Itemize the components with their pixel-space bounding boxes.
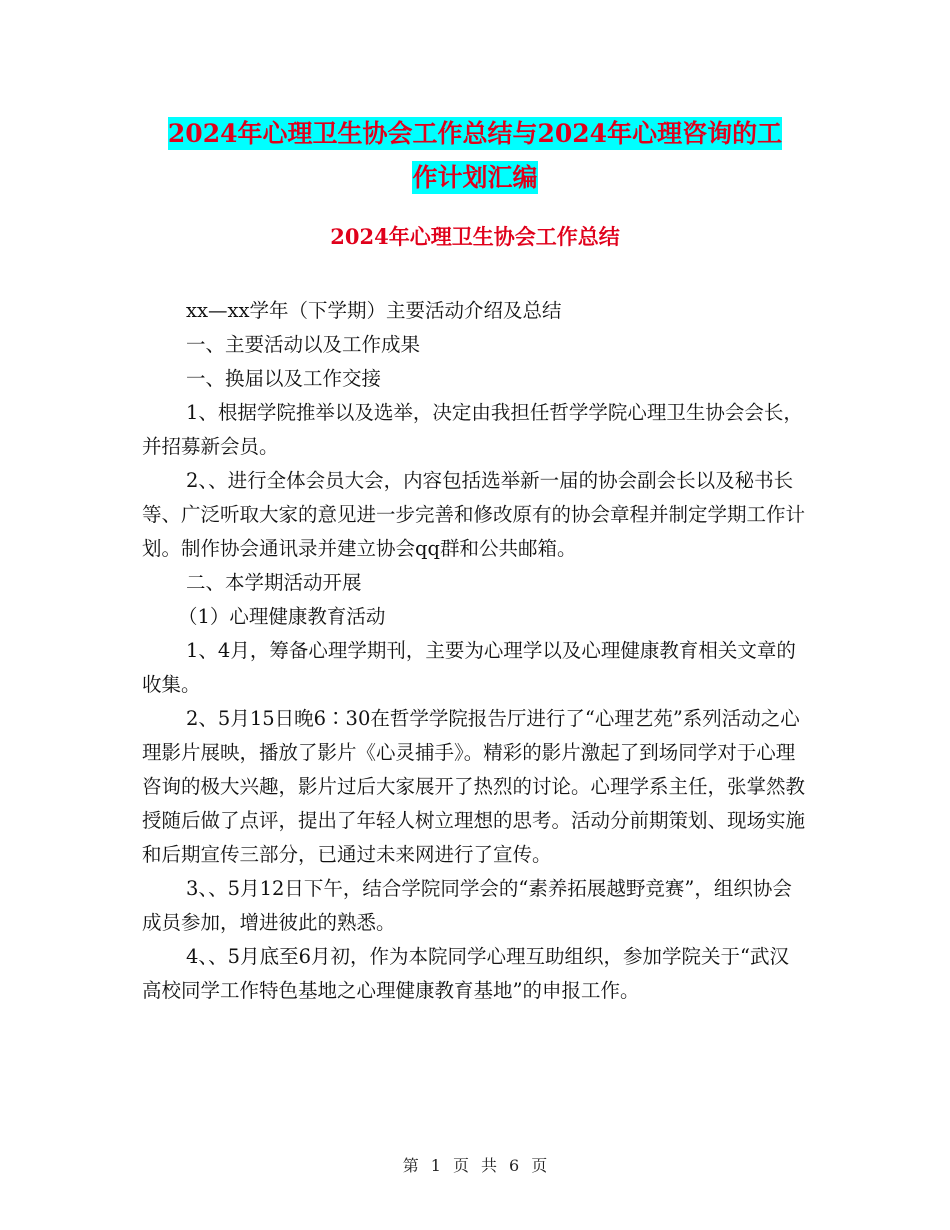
page-footer <box>0 1153 950 1176</box>
paragraph: 1、4月，筹备心理学期刊，主要为心理学以及心理健康教育相关文章的收集。 <box>142 639 796 696</box>
paragraph: 1、根据学院推举以及选举，决定由我担任哲学学院心理卫生协会会长，并招募新会员。 <box>142 401 803 458</box>
document-body <box>142 294 808 1008</box>
footer-page-number: 1 <box>430 1156 441 1175</box>
title-line-2: 作计划汇编 <box>412 163 538 192</box>
footer-di: 第 <box>402 1156 419 1175</box>
paragraph: 二、本学期活动开展 <box>186 571 362 594</box>
paragraph: （1）心理健康教育活动 <box>178 605 386 628</box>
title-line-1: 2024年心理卫生协会工作总结与2024年心理咨询的工 <box>167 119 783 148</box>
footer-gong: 共 <box>481 1156 498 1175</box>
footer-ye: 页 <box>452 1156 469 1175</box>
paragraph: 4、、5月底至6月初，作为本院同学心理互助组织，参加学院关于“武汉高校同学工作特色基地之心理健康教育基地”的申报工作。 <box>142 945 789 1002</box>
paragraph: xx—xx学年（下学期）主要活动介绍及总结 <box>186 299 562 322</box>
paragraph: 2、、进行全体会员大会，内容包括选举新一届的协会副会长以及秘书长等、广泛听取大家的意见进一步完善和修改原有的协会章程并制定学期工作计划。制作协会通讯录并建立协会qq群和公共邮箱。 <box>142 469 806 560</box>
paragraph: 2、5月15日晚6∶30在哲学学院报告厅进行了“心理艺苑”系列活动之心理影片展映，播放了影片《心灵捕手》。精彩的影片激起了到场同学对于心理咨询的极大兴趣，影片过后大家展开了热烈的讨论。心理学系主任，张掌然教授随后做了点评，提出了年轻人树立理想的思考。活动分前期策划、现场实施和后期宣传三部分，已通过未来网进行了宣传。 <box>142 707 806 866</box>
section-heading: 2024年心理卫生协会工作总结 <box>330 224 620 249</box>
paragraph: 一、主要活动以及工作成果 <box>186 333 421 356</box>
footer-ye2: 页 <box>531 1156 548 1175</box>
document-title <box>142 112 808 200</box>
paragraph: 一、换届以及工作交接 <box>186 367 382 390</box>
paragraph: 3、、5月12日下午，结合学院同学会的“素养拓展越野竞赛”，组织协会成员参加，增进彼此的熟悉。 <box>142 877 792 934</box>
footer-total-pages: 6 <box>509 1156 520 1175</box>
